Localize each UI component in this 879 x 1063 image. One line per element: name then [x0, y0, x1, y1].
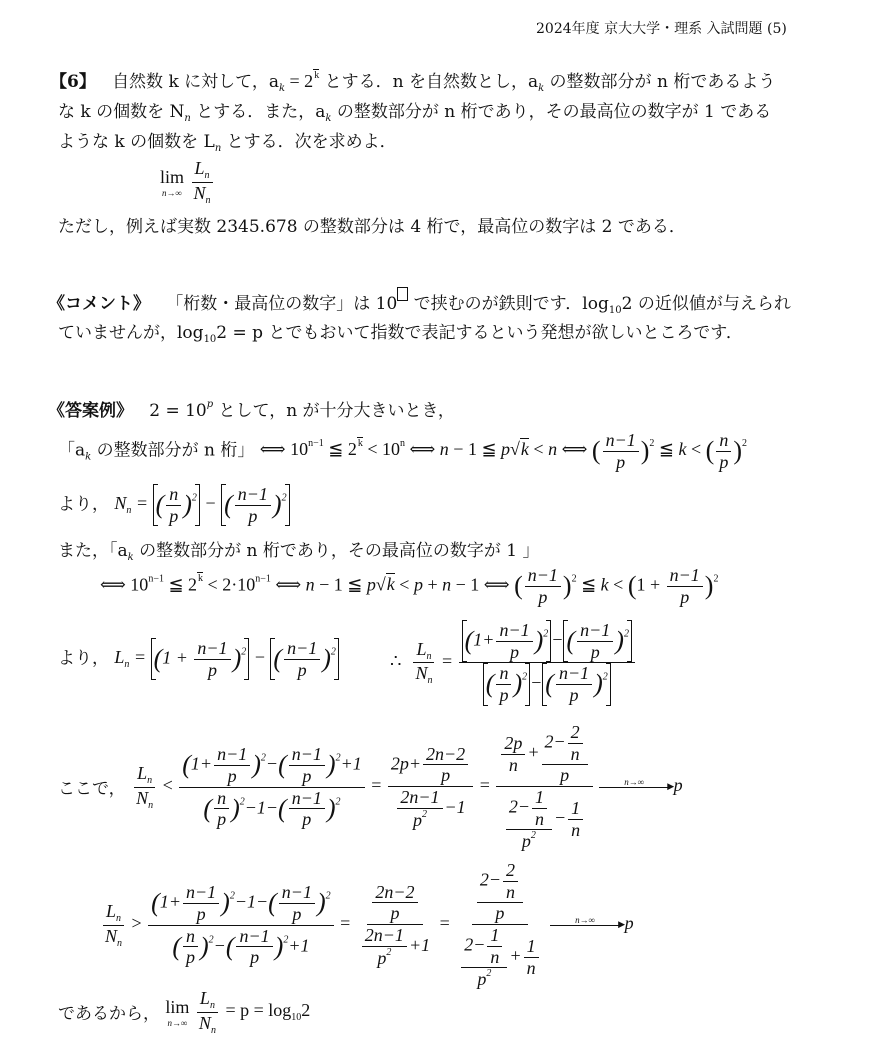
dearukara: であるから，: [58, 1004, 160, 1025]
page-header: 2024年度 京大大学・理系 入試問題 (5): [536, 21, 787, 37]
equation-row-6: ここで， $\frac{L_n}{N_n}$ < (1+ $\frac{n-1}{p}$ )$^2$−( $\frac{n-1}{p}$ )$^2$+1 ( $\frac{n}{p}$ )$^2$−1−( $\frac{n-1}{p}$ )$^2$ = 2p+ $\frac{2n-2}{p}$ $\frac{2n-1}{p^2}$ −1 = $\frac{2p}{n}$ + 2− $\frac{2}{n}$ p 2− $\frac{1}{n}$ $p^2$ − $\frac{1}{n}$ n→∞ ▶ p: [58, 722, 683, 852]
yori-2: より，: [58, 648, 109, 669]
problem-text-3a: ような k の個数を L: [58, 132, 215, 152]
comment-text-1a: 「桁数・最高位の数字」は 10: [166, 294, 398, 314]
problem-note: ただし，例えば実数 2345.678 の整数部分は 4 桁で，最高位の数字は 2 である．: [58, 217, 686, 237]
problem-number: 【6】: [50, 72, 96, 92]
comment-label: 《コメント》: [48, 294, 150, 314]
problem-line-2: な k の個数を $N_n$ とする．また，$a_k$ の整数部分が n 桁であり，その最高位の数字が 1 である: [58, 102, 772, 124]
equation-row-5-ratio: ∴ $\frac{L_n}{N_n}$ = (1+ $\frac{n-1}{p}$ )$^2$ − ( $\frac{n-1}{p}$ )$^2$ ( $\frac{n}{p}$ )$^2$ − ( $\frac{n-1}{p}$ )$^2$: [390, 620, 637, 706]
comment-text-1c: 2 の近似値が与えられ: [621, 294, 791, 314]
answer-intro: 《答案例》 $2 = 10^p$ として，n が十分大きいとき，: [48, 399, 455, 421]
equation-row-1: 「$a_k$ の整数部分が n 桁」 ⟺ $10^{n-1}$ ≦ $2^k < 10^n$ ⟺ n − 1 ≦ p√k < n ⟺ ( $\frac{n-1}{p}$ )$^2$ ≦ k < ( $\frac{n}{p}$ )$^2$: [58, 430, 747, 472]
comment-text-2a: ていませんが，log: [58, 323, 204, 343]
kokode: ここで，: [58, 779, 126, 800]
therefore-symbol: ∴: [390, 651, 402, 671]
mata-b: の整数部分が n 桁であり，その最高位の数字が 1 」: [133, 541, 540, 561]
answer-label: 《答案例》: [48, 401, 133, 421]
equation-row-3: また，「$a_k$ の整数部分が n 桁であり，その最高位の数字が 1 」: [58, 541, 540, 563]
problem-text-1b: とする．n を自然数とし，a: [319, 72, 539, 92]
equation-row-5: より， $L_n = (1$ + $\frac{n-1}{p}$ )$^2$ − ( $\frac{n-1}{p}$ )$^2$: [58, 638, 339, 680]
mata-a: また，「a: [58, 541, 128, 561]
yori-1: より，: [58, 494, 109, 515]
placeholder-box: [397, 287, 408, 301]
final-eq: = p = log: [225, 1000, 292, 1021]
comment-line-1: 《コメント》 「桁数・最高位の数字」は 10 で挟むのが鉄則です．$\log_{10}2$ の近似値が与えられ: [48, 287, 791, 316]
problem-text-3b: とする．次を求めよ．: [221, 132, 397, 152]
problem-text-2c: の整数部分が n 桁であり，その最高位の数字が 1 である: [331, 102, 772, 122]
equation-row-2: より， $N_n$ = ( $\frac{n}{p}$ )$^2$ − ( $\frac{n-1}{p}$ )$^2$: [58, 484, 290, 526]
answer-intro-a: 2 = 10: [149, 401, 207, 421]
cond1-a: 「a: [58, 440, 86, 461]
final-result: であるから， lim n→∞ $\frac{L_n}{N_n}$ = $p = \log_{10}2$: [58, 988, 311, 1036]
comment-text-2b: 2 = p とでもおいて指数で表記するという発想が欲しいところです．: [216, 323, 743, 343]
problem-limit: lim n→∞ $\frac{L_n}{N_n}$: [160, 158, 211, 206]
answer-intro-b: として，n が十分大きいとき，: [213, 401, 455, 421]
comment-text-1b: で挟むのが鉄則です．log: [408, 294, 609, 314]
problem-text-2a: な k の個数を N: [58, 102, 185, 122]
problem-text-1a: 自然数 k に対して，a: [112, 72, 279, 92]
problem-text-1c: の整数部分が n 桁であるよう: [544, 72, 776, 92]
equation-row-7: $\frac{L_n}{N_n}$ > (1+ $\frac{n-1}{p}$ )$^2$−1−( $\frac{n-1}{p}$ )$^2$ ( $\frac{n}{p}$ )$^2$−( $\frac{n-1}{p}$ )$^2$+1 = $\frac{2n-2}{p}$ $\frac{2n-1}{p^2}$ +1 = 2− $\frac{2}{n}$ p 2− $\frac{1}{n}$ $p^2$ + $\frac{1}{n}$ n→∞ ▶ p: [100, 860, 634, 990]
comment-line-2: ていませんが，$\log_{10}2 = p$ とでもおいて指数で表記するという発想が欲しいところです．: [58, 323, 743, 345]
problem-line-3: ような k の個数を $L_n$ とする．次を求めよ．: [58, 132, 397, 154]
problem-text-2b: とする．また，a: [190, 102, 326, 122]
equation-row-4: ⟺ $10^{n-1}$ ≦ $2^k < 2\cdot 10^{n-1}$ ⟺ n − 1 ≦ p√k < p + n − 1 ⟺ ( $\frac{n-1}{p}$ )$^2$ ≦ k < (1 + $\frac{n-1}{p}$ )$^2$: [100, 565, 719, 607]
final-eq-end: 2: [301, 1000, 311, 1021]
problem-line-1: 【6】 自然数 k に対して，$a_k = 2^k$ とする．n を自然数とし，$a_k$ の整数部分が n 桁であるよう: [50, 70, 776, 94]
cond1-b: の整数部分が n 桁」: [91, 440, 255, 461]
